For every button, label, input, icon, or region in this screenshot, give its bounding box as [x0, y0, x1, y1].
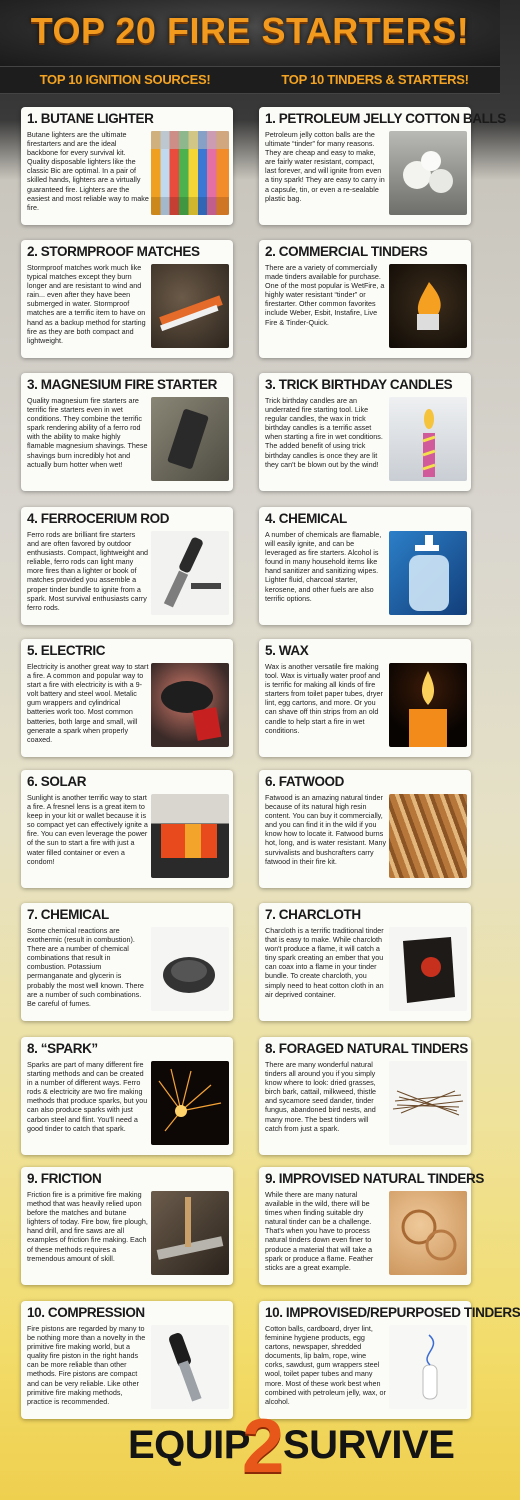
fire-piston-image	[151, 1325, 229, 1409]
card-description: Charcloth is a terrific traditional tinder that is easy to make. While charcloth won't produce a flame, it will catch a tiny spark creating an ember that you can coax into a flame in your tinder bundle. To create charcloth, you simply need to heat cotton cloth in an air deprived container.	[265, 926, 384, 999]
card-title: 9. IMPROVISED NATURAL TINDERS	[265, 1171, 484, 1186]
card-description: There are many wonderful natural tinders all around you if you simply know where to look: dried grasses, birch bark, cattail, milkweed, thistle and sycamore seed dander, tinder fungus, abandoned bird nests, and many more. The best tinders will catch from just a spark.	[265, 1060, 377, 1133]
fatwood-image	[389, 794, 467, 878]
card-description: While there are many natural available in the wild, there will be times when finding suitable dry natural tinder can be a challenge. That's when you have to process natural tinders down even finer to produce a material that will take a spark or produce a flame. Feather sticks are a great example.	[265, 1190, 374, 1272]
tinder-card-5	[259, 639, 471, 757]
grass-bundle-icon	[389, 1061, 467, 1145]
tinder-card-2	[259, 240, 471, 358]
card-description: Sunlight is another terrific way to start a fire. A fresnel lens is a great item to keep in your kit or wallet because it is so compact yet can effectively ignite a fire. You can even leverage the power of the sun to start a fire with just a water filled container or even a condom!	[27, 793, 148, 866]
card-description: Petroleum jelly cotton balls are the ultimate “tinder” for many reasons. They are cheap and easy to make, are fairly water resistant, compact, last forever, and will ignite from even a tiny spark! They are easy to carry in a capsule, tin, or even a re-sealable plastic bag.	[265, 130, 385, 203]
sparks-icon	[151, 1061, 229, 1145]
lighters-overlay-icon	[151, 131, 229, 215]
card-title: 4. CHEMICAL	[265, 511, 347, 526]
fresnel-lens-icon	[151, 794, 229, 878]
tinder-card-4	[259, 507, 471, 625]
card-description: Sparks are part of many different fire starting methods and can be created in a number of different ways. Ferro rods & electricity are two fire making methods that produce sparks, but you can also produce sparks with just carbon steel and flint. You'll need a good tinder to catch that spark.	[27, 1060, 148, 1133]
ignition-card-1	[21, 107, 233, 225]
ferro-rod-image	[151, 531, 229, 615]
ignition-card-6	[21, 770, 233, 888]
card-title: 9. FRICTION	[27, 1171, 102, 1186]
card-title: 3. MAGNESIUM FIRE STARTER	[27, 377, 218, 392]
ferro-rod-icon	[151, 531, 229, 615]
ignition-card-2	[21, 240, 233, 358]
natural-tinder-image	[389, 1061, 467, 1145]
ignition-card-9	[21, 1167, 233, 1285]
candle-flame-icon	[389, 663, 467, 747]
potassium-powder-image	[151, 927, 229, 1011]
stormproof-matches-image	[151, 264, 229, 348]
hand-sanitizer-image	[389, 531, 467, 615]
card-title: 5. WAX	[265, 643, 309, 658]
flame-cube-icon	[389, 264, 467, 348]
ignition-card-10	[21, 1301, 233, 1419]
tinder-card-10	[259, 1301, 520, 1419]
candle-icon	[389, 397, 467, 481]
card-title: 2. COMMERCIAL TINDERS	[265, 244, 428, 259]
charcloth-icon	[389, 927, 467, 1011]
commercial-tinder-image	[389, 264, 467, 348]
wax-candle-image	[389, 663, 467, 747]
matches-icon	[151, 264, 229, 348]
friction-fire-image	[151, 1191, 229, 1275]
card-title: 8. FORAGED NATURAL TINDERS	[265, 1041, 468, 1056]
card-description: Butane lighters are the ultimate firestarters and are the ideal backbone for every survival kit. Quality disposable lighters like the classic Bic are optimal. In a pair of skilled hands, lighters are a virtually guaranteed fire. Lighters are the easiest and most reliable way to make fire.	[27, 130, 149, 212]
card-title: 4. FERROCERIUM ROD	[27, 511, 170, 526]
fresnel-lens-image	[151, 794, 229, 878]
brand-word-equip: EQUIP	[128, 1423, 250, 1467]
card-description: Some chemical reactions are exothermic (result in combustion). There are a number of chemical combinations that result in combustion. Potassium permanganate and glycerin is probably the most well known. There are a number of such combinations. Be careful of fumes.	[27, 926, 144, 1008]
tinders-starters-heading: TOP 10 TINDERS & STARTERS!	[281, 72, 469, 87]
wood-shavings-image	[389, 1191, 467, 1275]
magnesium-starter-image	[151, 397, 229, 481]
card-title: 10. COMPRESSION	[27, 1305, 145, 1320]
ignition-card-5	[21, 639, 233, 757]
shavings-icon	[389, 1191, 467, 1275]
column-headings-bar	[0, 66, 500, 94]
ignition-card-7	[21, 903, 233, 1021]
card-title: 7. CHEMICAL	[27, 907, 109, 922]
ignition-card-4	[21, 507, 233, 625]
sanitizer-bottle-icon	[389, 531, 467, 615]
tampon-icon	[389, 1325, 467, 1409]
brand-number: 2	[242, 1404, 285, 1489]
card-description: Stormproof matches work much like typical matches except they burn longer and are resistant to wind and rain... even after they have been submerged in water. Stormproof matches are a terrific item to have on hand as a backup method for starting fire as they are both compact and lightweight.	[27, 263, 146, 345]
magnesium-block-icon	[151, 397, 229, 481]
card-title: 1. PETROLEUM JELLY COTTON BALLS	[265, 111, 506, 126]
tinder-card-3	[259, 373, 471, 491]
card-title: 5. ELECTRIC	[27, 643, 106, 658]
butane-lighters-image	[151, 131, 229, 215]
tinder-card-8	[259, 1037, 471, 1155]
charcloth-image	[389, 927, 467, 1011]
tinder-card-7	[259, 903, 471, 1021]
card-description: Friction fire is a primitive fire making method that was heavily relied upon before the matches and butane lighters of today. Fire bow, fire plough, hand drill, and fire saws are all examples of friction fire making. Each of these methods requires a tremendous amount of skill.	[27, 1190, 148, 1263]
ignition-card-3	[21, 373, 233, 491]
tinder-card-6	[259, 770, 471, 888]
card-description: Ferro rods are brilliant fire starters and are often favored by outdoor enthusiasts. Compact, lightweight and reliable, ferro rods can light many more fires than a lighter or book of matches provided you assemble a proper tinder bundle to ignite from a spark. Most survival enthusiasts carry ferro rods.	[27, 530, 149, 612]
sparks-image	[151, 1061, 229, 1145]
cotton-balls-icon	[389, 131, 467, 215]
fire-bow-icon	[151, 1191, 229, 1275]
tinder-card-9	[259, 1167, 484, 1285]
card-title: 6. FATWOOD	[265, 774, 344, 789]
card-title: 7. CHARCLOTH	[265, 907, 361, 922]
card-title: 8. “SPARK”	[27, 1041, 98, 1056]
brand-footer	[0, 1405, 500, 1495]
card-description: A number of chemicals are flamable, will easily ignite, and can be leveraged as fire starters. Alcohol is found in many household items like hand sanitizer and sanitizing wipes. Lighter fluid, charcoal starter, kerosene, and other fuels are also terrific options.	[265, 530, 382, 603]
page-title: TOP 20 FIRE STARTERS!	[30, 10, 470, 51]
powder-pile-icon	[151, 927, 229, 1011]
battery-icon	[151, 663, 229, 747]
card-description: Quality magnesium fire starters are terrific fire starters even in wet conditions. They combine the terrific spark rendering ability of a ferro rod with the ability to make highly flamable magnesium shavings. These shavings burn incredibly hot and actually burn hotter when wet!	[27, 396, 148, 469]
card-description: Fatwood is an amazing natural tinder because of its natural high resin content. You can buy it commercially, and you can find it in the wild if you know how to locate it. Fatwood burns hot, long, and is water resistant. Many survivalists and bushcrafters carry fatwood in their fire kit.	[265, 793, 387, 866]
card-description: Fire pistons are regarded by many to be nothing more than a novelty in the primitive fire making world, but a quality fire piston in the right hands can be more reliable than other methods. Fire pistons are compact and can be very reliable. Like other primitive fire making methods, practice is recommended.	[27, 1324, 146, 1406]
card-title: 1. BUTANE LIGHTER	[27, 111, 154, 126]
tampon-tinder-image	[389, 1325, 467, 1409]
tinder-card-1	[259, 107, 506, 225]
card-description: There are a variety of commercially made tinders available for purchase. One of the most popular is WetFire, a highly water resistant “tinder” or firestarter. Other common favorites include Weber, Esbit, Instafire, Live Fire & Tinder-Quick.	[265, 263, 385, 327]
ignition-card-8	[21, 1037, 233, 1155]
header-banner	[0, 0, 500, 66]
card-description: Wax is another versatile fire making tool. Wax is virtually water proof and is terrific for making all kinds of fire starters from toilet paper tubes, dryer lint, egg cartons, and more. Or you can shave off thin strips from an old candle to help start a fire in wet conditions.	[265, 662, 383, 735]
card-title: 10. IMPROVISED/REPURPOSED TINDERS	[265, 1305, 520, 1320]
battery-steel-wool-image	[151, 663, 229, 747]
card-description: Cotton balls, cardboard, dryer lint, feminine hygiene products, egg cartons, newspaper, shredded documents, lip balm, rope, wine corks, sawdust, gum wrappers steel wool, toilet paper tubes and many more. Most of these work best when combined with petroleum jelly, wax, or alcohol.	[265, 1324, 386, 1406]
fire-piston-icon	[151, 1325, 229, 1409]
card-title: 3. TRICK BIRTHDAY CANDLES	[265, 377, 453, 392]
birthday-candle-image	[389, 397, 467, 481]
cotton-balls-image	[389, 131, 467, 215]
card-description: Electricity is another great way to start a fire. A common and popular way to start a fire with electricity is with a 9-volt battery and steel wool. Metalic gum wrappers and cylindrical batteries work too. Most common batteries, both large and small, will generate a spark when properly coaxed.	[27, 662, 149, 744]
ignition-sources-heading: TOP 10 IGNITION SOURCES!	[39, 72, 211, 87]
card-title: 6. SOLAR	[27, 774, 87, 789]
card-description: Trick birthday candles are an underrated fire starting tool. Like regular candles, the wax in trick birthday candles is a terrific asset when starting a fire in wet conditions. The added benefit of using trick birthday candles is once they are lit they can't be blown out by the wind!	[265, 396, 383, 469]
card-title: 2. STORMPROOF MATCHES	[27, 244, 200, 259]
brand-word-survive: SURVIVE	[283, 1423, 455, 1467]
